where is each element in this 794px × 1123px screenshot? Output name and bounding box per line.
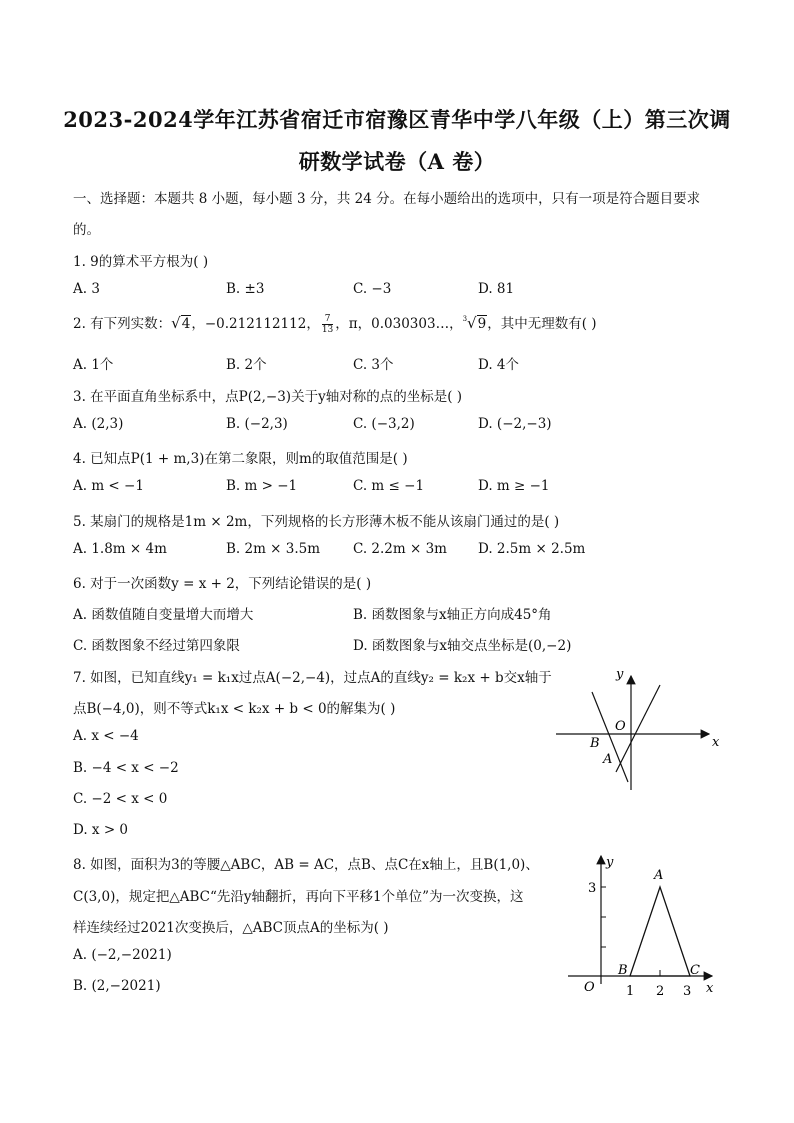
exam-title-line1: 2023-2024学年江苏省宿迁市宿豫区青华中学八年级（上）第三次调 [63,107,731,132]
question-8-stem-line3: 样连续经过2021次变换后，△ABC顶点A的坐标为( ) [73,920,389,936]
triangle-abc [630,887,690,976]
q4-option-a[interactable]: A. m < −1 [73,478,144,494]
question-6-stem: 6. 对于一次函数y = x + 2，下列结论错误的是( ) [73,576,372,592]
section-heading-line2: 的。 [73,222,100,238]
question-4-stem: 4. 已知点P(1 + m,3)在第二象限，则m的取值范围是( ) [73,451,408,467]
q5-option-c[interactable]: C. 2.2m × 3m [353,541,447,557]
q4-option-c[interactable]: C. m ≤ −1 [353,478,425,494]
q2-option-d[interactable]: D. 4个 [478,357,520,373]
q2-stem-suffix: ，其中无理数有( ) [487,316,597,332]
fig8-tick-x-1: 1 [626,984,635,999]
cbrt-sign: √ [467,314,477,332]
q3-option-c[interactable]: C. (−3,2) [353,416,415,432]
q3-option-b[interactable]: B. (−2,3) [226,416,288,432]
q6-option-a[interactable]: A. 函数值随自变量增大而增大 [73,607,254,623]
q2-fraction [322,314,333,335]
question-2-stem [73,312,597,335]
exam-title-line2: 研数学试卷（A 卷） [298,149,496,174]
fig8-label-c: C [690,963,700,978]
q3-option-d[interactable]: D. (−2,−3) [478,416,552,432]
q8-option-a[interactable]: A. (−2,−2021) [73,947,172,963]
question-5-stem: 5. 某扇门的规格是1m × 2m，下列规格的长方形薄木板不能从该扇门通过的是( ) [73,514,560,530]
q6-option-c[interactable]: C. 函数图象不经过第四象限 [73,638,240,654]
q7-option-b[interactable]: B. −4 < x < −2 [73,760,179,776]
q2-sqrt-radicand: 4 [181,316,191,332]
q1-option-a[interactable]: A. 3 [73,281,100,297]
q2-cbrt-index: 3 [462,315,468,323]
figure-7-graph [552,660,727,795]
fig8-label-a: A [654,868,664,883]
q6-option-b[interactable]: B. 函数图象与x轴正方向成45°角 [353,607,552,623]
fig7-label-x: x [712,735,720,750]
fig8-label-origin: O [584,980,595,995]
q2-option-b[interactable]: B. 2个 [226,357,267,373]
q4-option-b[interactable]: B. m > −1 [226,478,298,494]
question-8-stem-line2: C(3,0)，规定把△ABC“先沿y轴翻折，再向下平移1个单位”为一次变换，这 [73,889,524,905]
fig8-label-x: x [706,981,714,996]
q7-option-d[interactable]: D. x > 0 [73,822,129,838]
q1-option-b[interactable]: B. ±3 [226,281,265,297]
fig8-tick-x-2: 2 [656,984,665,999]
fig7-label-y: y [616,667,624,682]
q2-cbrt-radicand: 9 [477,316,487,332]
fig8-tick-x-3: 3 [683,984,692,999]
q6-option-d[interactable]: D. 函数图象与x轴交点坐标是(0,−2) [353,638,572,654]
q3-option-a[interactable]: A. (2,3) [73,416,124,432]
fig8-label-y: y [606,855,614,870]
q2-frac-den: 13 [321,325,334,335]
q8-option-b[interactable]: B. (2,−2021) [73,978,161,994]
fig7-label-b: B [590,736,600,751]
question-7-stem-line1: 7. 如图，已知直线y₁ = k₁x过点A(−2,−4)，过点A的直线y₂ = k₂x + b交x轴于 [73,670,552,686]
q4-option-d[interactable]: D. m ≥ −1 [478,478,550,494]
fig7-label-a: A [603,752,613,767]
q2-stem-mid1: ，−0.212112112， [191,316,320,332]
q7-option-a[interactable]: A. x < −4 [73,728,139,744]
fig8-tick-y-3: 3 [588,881,597,896]
q1-option-d[interactable]: D. 81 [478,281,515,297]
q5-option-b[interactable]: B. 2m × 3.5m [226,541,321,557]
q2-option-c[interactable]: C. 3个 [353,357,394,373]
q2-stem-prefix: 2. 有下列实数： [73,316,172,332]
q2-stem-mid2: ，π，0.030303…， [335,316,463,332]
q2-frac-num: 7 [322,314,333,325]
q5-option-d[interactable]: D. 2.5m × 2.5m [478,541,586,557]
section-heading-line1: 一、选择题：本题共 8 小题，每小题 3 分，共 24 分。在每小题给出的选项中，只有一项是符合题目要求 [73,191,701,207]
question-1-stem: 1. 9的算术平方根为( ) [73,254,209,270]
question-3-stem: 3. 在平面直角坐标系中，点P(2,−3)关于y轴对称的点的坐标是( ) [73,389,463,405]
q2-option-a[interactable]: A. 1个 [73,357,114,373]
question-8-stem-line1: 8. 如图，面积为3的等腰△ABC，AB = AC，点B、点C在x轴上，且B(1,0)、 [73,857,539,873]
q1-option-c[interactable]: C. −3 [353,281,392,297]
question-7-stem-line2: 点B(−4,0)，则不等式k₁x < k₂x + b < 0的解集为( ) [73,701,396,717]
fig7-label-origin: O [615,719,626,734]
sqrt-sign: √ [171,314,181,332]
q5-option-a[interactable]: A. 1.8m × 4m [73,541,167,557]
figure-8-graph [566,850,726,1000]
fig8-label-b: B [618,963,628,978]
q7-option-c[interactable]: C. −2 < x < 0 [73,791,168,807]
